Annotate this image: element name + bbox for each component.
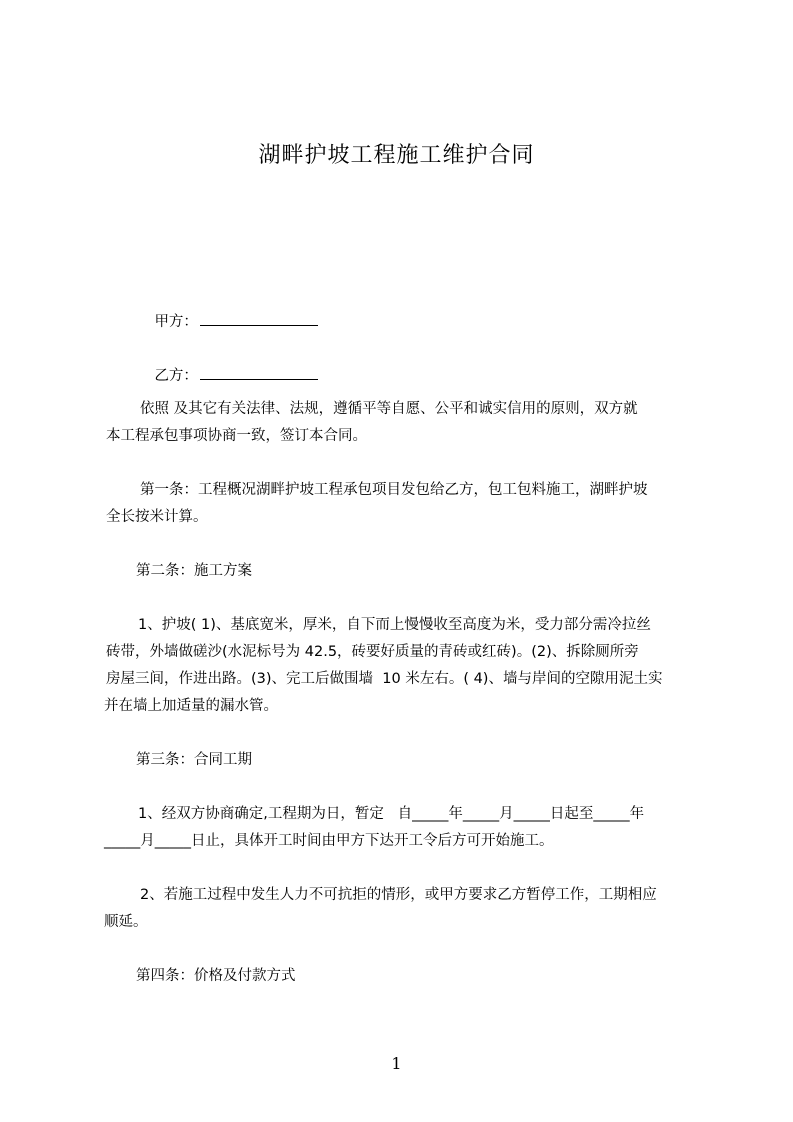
article2-line-4: 并在墙上加适量的漏水管。 <box>104 698 278 714</box>
article1-line-1: 第一条：工程概况湖畔护坡工程承包项目发包给乙方，包工包料施工，湖畔护坡 <box>140 482 648 498</box>
article3-clause2-line-1: 2、若施工过程中发生人力不可抗拒的情形，或甲方要求乙方暂停工作，工期相应 <box>140 887 657 903</box>
article3-clause1-line-1: 1、经双方协商确定,工程期为日，暂定 自_____年_____月_____日起至_____年 <box>138 806 645 822</box>
article4-heading: 第四条：价格及付款方式 <box>136 968 296 984</box>
party-b-blank[interactable] <box>200 365 318 380</box>
document-title: 湖畔护坡工程施工维护合同 <box>258 143 535 168</box>
party-b-label: 乙方： <box>154 368 198 384</box>
party-a-line <box>136 291 318 352</box>
intro-line-2: 本工程承包事项协商一致，签订本合同。 <box>106 428 367 444</box>
article2-line-1: 1、护坡( 1)、基底宽米，厚米，自下而上慢慢收至高度为米，受力部分需冷拉丝 <box>138 617 651 633</box>
intro-line-1: 依照 及其它有关法律、法规，遵循平等自愿、公平和诚实信用的原则，双方就 <box>140 401 638 417</box>
article2-heading: 第二条：施工方案 <box>136 563 252 579</box>
article3-clause2-line-2: 顺延。 <box>104 914 148 930</box>
article1-line-2: 全长按米计算。 <box>106 509 208 525</box>
article2-line-3: 房屋三间，作进出路。(3)、完工后做围墙 10 米左右。( 4)、墙与岸间的空隙用泥土实 <box>106 671 663 687</box>
party-a-label: 甲方： <box>154 314 198 330</box>
party-a-blank[interactable] <box>200 311 318 326</box>
article2-line-2: 砖带，外墙做磋沙(水泥标号为 42.5，砖要好质量的青砖或红砖)。(2)、拆除厕所旁 <box>106 644 639 660</box>
page-number: 1 <box>391 1054 402 1073</box>
article3-clause1-line-2: _____月_____日止，具体开工时间由甲方下达开工令后方可开始施工。 <box>104 833 554 849</box>
party-b-line <box>136 345 318 406</box>
article3-heading: 第三条：合同工期 <box>136 752 252 768</box>
